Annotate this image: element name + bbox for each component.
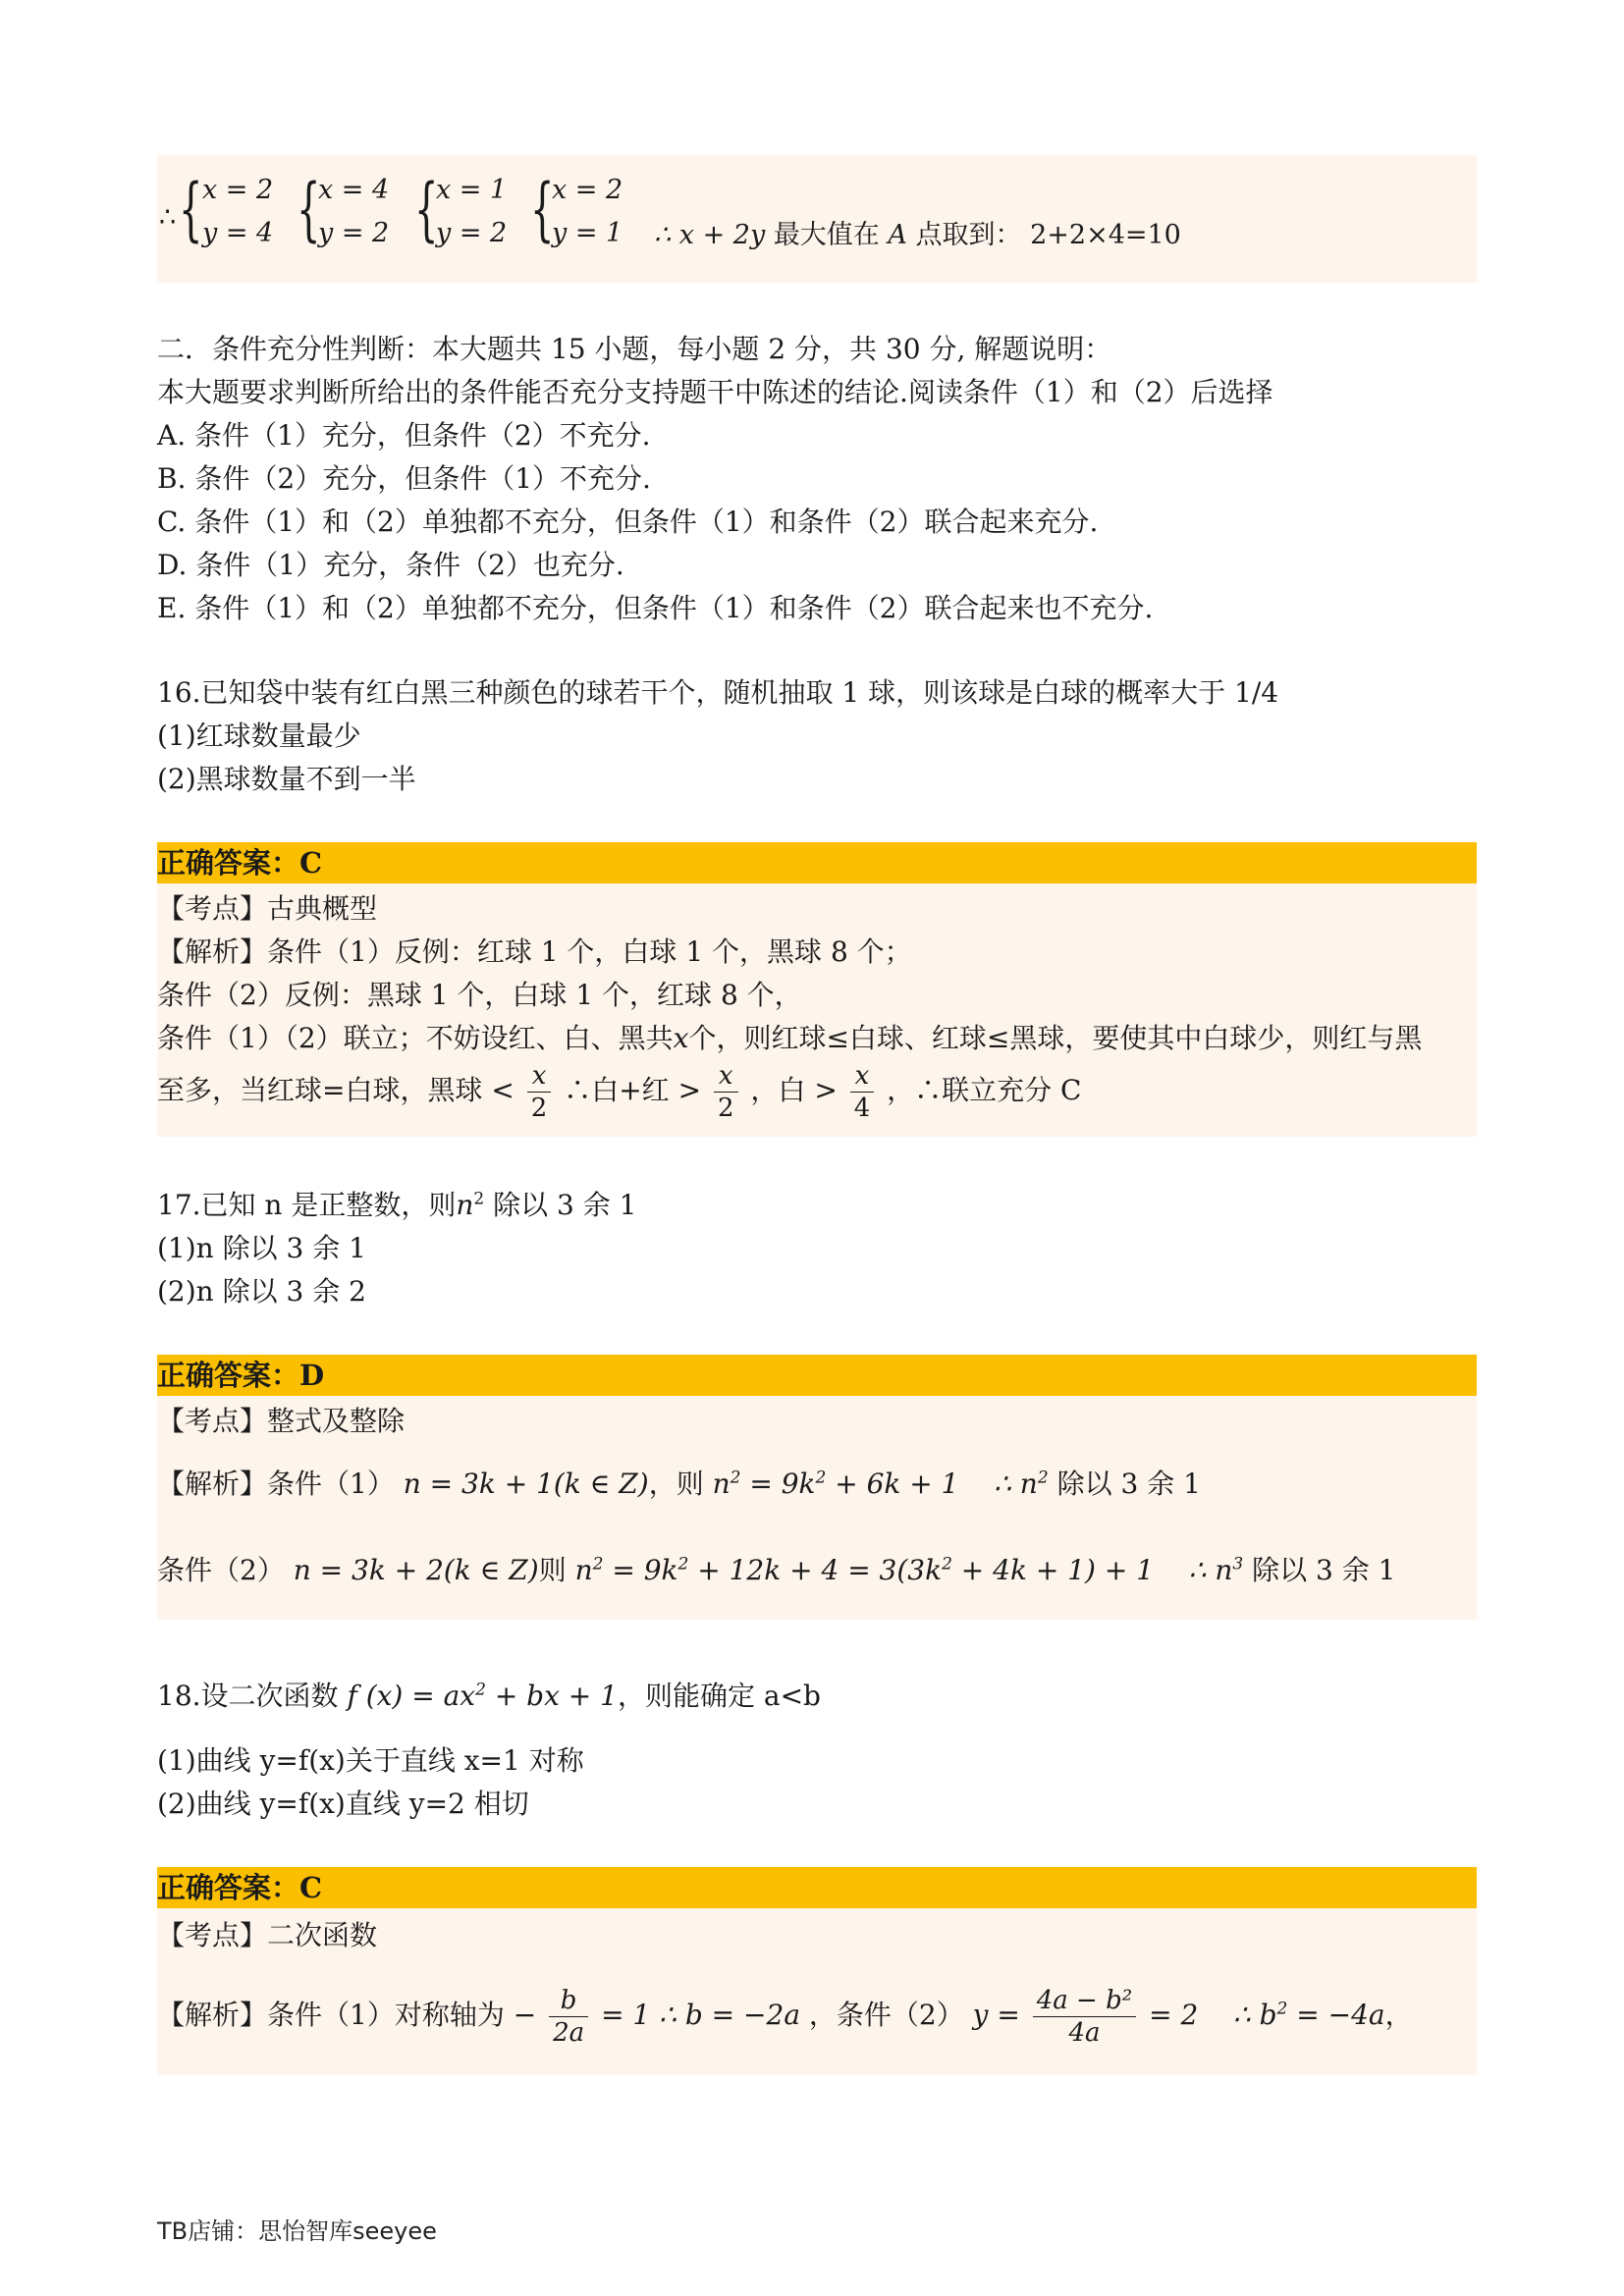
fraction: $\frac{b}{2a}$ xyxy=(549,1985,588,2049)
q18-condition-2: (2)曲线 y=f(x)直线 y=2 相切 xyxy=(157,1788,529,1820)
section-heading: 二．条件充分性判断：本大题共 15 小题，每小题 2 分，共 30 分, 解题说明： xyxy=(157,333,1112,365)
q17-answer-bar: 正确答案：D xyxy=(157,1355,1477,1396)
brace: { xyxy=(179,169,203,249)
option-b: B. 条件（2）充分，但条件（1）不充分. xyxy=(157,462,651,495)
q16-analysis-3: 条件（1）（2）联立；不妨设红、白、黑共x个，则红球≤白球、红球≤黑球，要使其中白球少，则红与黑 xyxy=(157,1022,1423,1054)
q16-condition-2: (2)黑球数量不到一半 xyxy=(157,763,416,795)
q18-point: 【考点】二次函数 xyxy=(157,1919,378,1951)
q16-analysis-2: 条件（2）反例：黑球 1 个，白球 1 个，红球 8 个， xyxy=(157,979,802,1011)
q17-analysis-2: 条件（2） n = 3k + 2(k ∈ Z)则 $n^2 = 9k^2 + 12k + 4 = 3(3k^2 + 4k + 1) + 1$ ∴ $n^3$ 除以 3 余 1 xyxy=(157,1554,1396,1586)
option-e: E. 条件（1）和（2）单独都不充分，但条件（1）和条件（2）联合起来也不充分. xyxy=(157,592,1154,624)
q18-answer-bar: 正确答案：C xyxy=(157,1867,1477,1908)
system-4: x = 2 y = 1 xyxy=(552,175,623,248)
option-a: A. 条件（1）充分，但条件（2）不充分. xyxy=(157,419,651,452)
q18-analysis-1: 【解析】条件（1）对称轴为 − $\frac{b}{2a}$ = 1 ∴ b = −2a ，条件（2） y = $\frac{\text{4a − b²}}{4a}$ = 2 ∴ $b^2 = -4a$， xyxy=(157,1986,1413,2048)
brace: { xyxy=(297,169,321,249)
option-c: C. 条件（1）和（2）单独都不充分，但条件（1）和条件（2）联合起来充分. xyxy=(157,506,1099,538)
system-1: x = 2 y = 4 xyxy=(202,175,274,248)
fraction: $\frac{x}{4}$ xyxy=(850,1060,875,1124)
q16-analysis-1: 【解析】条件（1）反例：红球 1 个，白球 1 个，黑球 8 个； xyxy=(157,935,912,968)
q16-answer-bar: 正确答案：C xyxy=(157,842,1477,883)
section-instruction: 本大题要求判断所给出的条件能否充分支持题干中陈述的结论.阅读条件（1）和（2）后选择 xyxy=(157,376,1273,408)
therefore-symbol: ∴ xyxy=(159,202,177,233)
q17-condition-2: (2)n 除以 3 余 2 xyxy=(157,1275,366,1308)
brace: { xyxy=(414,169,439,249)
footer-shop-label: TB店铺：思怡智库seeyee xyxy=(157,2217,437,2245)
q17-point: 【考点】整式及整除 xyxy=(157,1405,406,1437)
fraction: $\frac{x}{2}$ xyxy=(527,1060,552,1124)
system-3: x = 1 y = 2 xyxy=(436,175,508,248)
fraction: $\frac{\text{4a − b²}}{4a}$ xyxy=(1033,1985,1136,2049)
q16-point: 【考点】古典概型 xyxy=(157,892,378,925)
q18-stem: 18.设二次函数 f $(x) = ax^2$ + bx + 1，则能确定 a<b xyxy=(157,1680,821,1712)
q16-stem: 16.已知袋中装有红白黑三种颜色的球若干个，随机抽取 1 球，则该球是白球的概率大于 1/4 xyxy=(157,676,1279,709)
q17-analysis-1: 【解析】条件（1） n = 3k + 1(k ∈ Z)，则 $n^2 = 9k^2 + 6k + 1$ ∴ $n^2$ 除以 3 余 1 xyxy=(157,1468,1201,1500)
q16-condition-1: (1)红球数量最少 xyxy=(157,720,361,752)
solution-block-top xyxy=(157,155,1477,283)
system-2: x = 4 y = 2 xyxy=(318,175,390,248)
option-d: D. 条件（1）充分，条件（2）也充分. xyxy=(157,549,624,581)
q18-condition-1: (1)曲线 y=f(x)关于直线 x=1 对称 xyxy=(157,1744,584,1777)
q17-stem: 17.已知 n 是正整数，则$n^2$ 除以 3 余 1 xyxy=(157,1189,637,1221)
fraction: $\frac{x}{2}$ xyxy=(714,1060,738,1124)
q16-analysis-4: 至多，当红球=白球，黑球 < $\frac{x}{2}$ ∴白+红 > $\frac{x}{2}$ ，白 > $\frac{x}{4}$ ，∴联立充分 C xyxy=(157,1061,1082,1123)
q17-condition-1: (1)n 除以 3 余 1 xyxy=(157,1232,366,1264)
max-value-conclusion: ∴ x + 2y 最大值在 A 点取到： 2+2×4=10 xyxy=(654,220,1181,250)
brace: { xyxy=(530,169,555,249)
